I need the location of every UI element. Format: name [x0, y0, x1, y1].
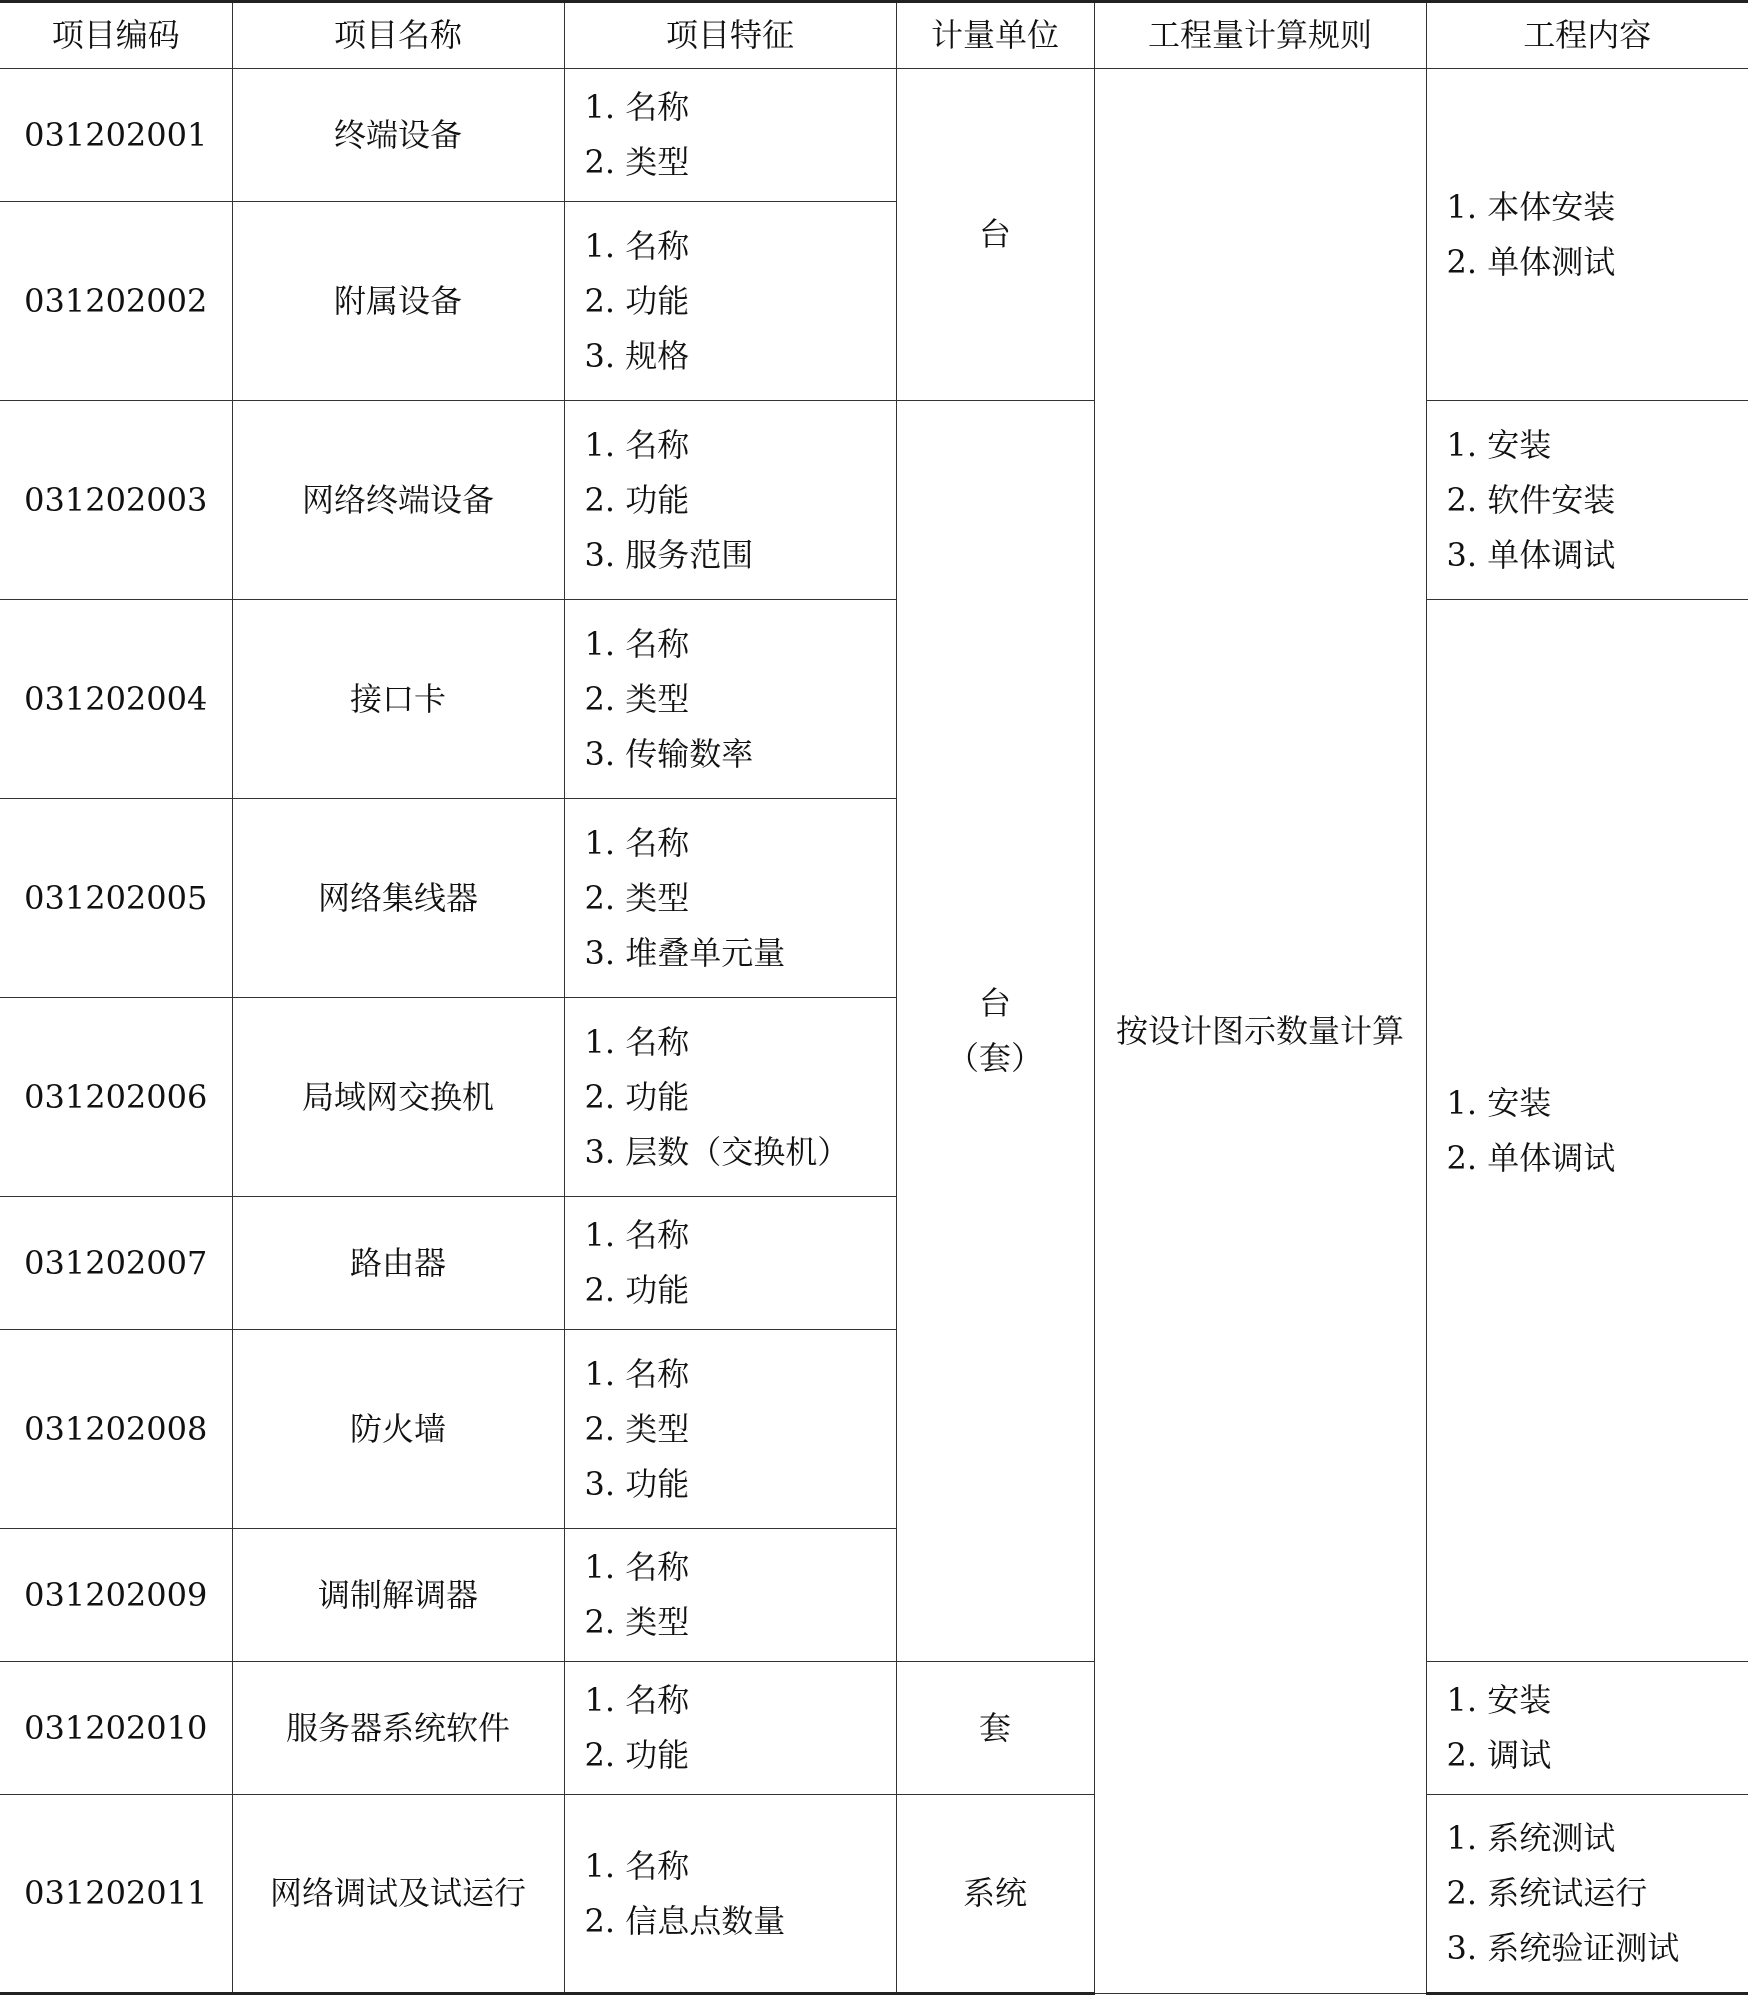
unit-cell — [896, 401, 1094, 1662]
item-code: 031202003 — [0, 401, 232, 600]
feature-item: 1. 名称 — [584, 1681, 690, 1719]
rule-text: 按设计图示数量计算 — [1115, 1012, 1404, 1050]
unit-cell — [896, 1795, 1094, 1994]
table-row — [0, 600, 1748, 799]
item-name: 网络调试及试运行 — [232, 1795, 564, 1994]
item-name: 服务器系统软件 — [232, 1662, 564, 1795]
item-code: 031202006 — [0, 998, 232, 1197]
feature-item: 1. 名称 — [584, 1548, 690, 1586]
item-features — [564, 401, 896, 600]
content-item: 2. 系统试运行 — [1446, 1874, 1648, 1912]
feature-item: 1. 名称 — [584, 88, 690, 126]
feature-item: 2. 类型 — [584, 1603, 690, 1641]
table-row — [0, 401, 1748, 600]
item-code: 031202004 — [0, 600, 232, 799]
feature-item: 3. 堆叠单元量 — [584, 933, 786, 972]
item-code: 031202008 — [0, 1330, 232, 1529]
feature-item: 3. 规格 — [584, 336, 690, 375]
unit-text: 台 — [978, 984, 1011, 1022]
content-item: 2. 调试 — [1446, 1736, 1552, 1774]
item-name: 路由器 — [232, 1197, 564, 1330]
table-row — [0, 1662, 1748, 1795]
feature-item: 1. 名称 — [584, 1846, 690, 1885]
content-item: 3. 系统验证测试 — [1446, 1929, 1680, 1967]
header-code: 项目编码 — [0, 2, 232, 69]
feature-item: 3. 传输数率 — [584, 734, 754, 773]
unit-text: 台 — [978, 215, 1011, 253]
item-name: 网络终端设备 — [232, 401, 564, 600]
feature-item: 2. 功能 — [584, 1736, 690, 1774]
item-features — [564, 799, 896, 998]
feature-item: 1. 名称 — [584, 823, 690, 862]
item-code: 031202010 — [0, 1662, 232, 1795]
feature-item: 2. 类型 — [584, 143, 690, 181]
content-item: 1. 系统测试 — [1446, 1819, 1616, 1857]
feature-item: 2. 类型 — [584, 878, 690, 917]
table-row — [0, 69, 1748, 202]
feature-item: 2. 功能 — [584, 1271, 690, 1309]
item-features — [564, 1529, 896, 1662]
table-row — [0, 1795, 1748, 1994]
unit-text: 系统 — [962, 1874, 1027, 1912]
item-features — [564, 202, 896, 401]
header-features: 项目特征 — [564, 2, 896, 69]
feature-item: 2. 类型 — [584, 1409, 690, 1448]
content-item: 1. 安装 — [1446, 1083, 1552, 1122]
feature-item: 1. 名称 — [584, 226, 690, 265]
item-features — [564, 998, 896, 1197]
item-features — [564, 69, 896, 202]
feature-item: 2. 信息点数量 — [584, 1901, 786, 1940]
unit-cell — [896, 1662, 1094, 1795]
item-name: 防火墙 — [232, 1330, 564, 1529]
item-features — [564, 600, 896, 799]
header-rule: 工程量计算规则 — [1094, 2, 1426, 69]
content-cell — [1426, 1662, 1748, 1795]
content-item: 2. 单体调试 — [1446, 1138, 1616, 1177]
header-content: 工程内容 — [1426, 2, 1748, 69]
item-code: 031202005 — [0, 799, 232, 998]
feature-item: 3. 层数（交换机） — [584, 1132, 850, 1171]
feature-item: 3. 功能 — [584, 1464, 690, 1503]
content-cell — [1426, 1795, 1748, 1994]
feature-item: 2. 功能 — [584, 480, 690, 519]
item-code: 031202007 — [0, 1197, 232, 1330]
feature-item: 2. 类型 — [584, 679, 690, 718]
header-name: 项目名称 — [232, 2, 564, 69]
item-code: 031202002 — [0, 202, 232, 401]
item-name: 终端设备 — [232, 69, 564, 202]
content-item: 2. 单体测试 — [1446, 242, 1616, 281]
feature-item: 1. 名称 — [584, 1216, 690, 1254]
content-cell — [1426, 69, 1748, 401]
header-unit: 计量单位 — [896, 2, 1094, 69]
content-item: 2. 软件安装 — [1446, 480, 1616, 519]
unit-text: （套） — [946, 1039, 1043, 1077]
content-item: 3. 单体调试 — [1446, 535, 1616, 574]
item-code: 031202009 — [0, 1529, 232, 1662]
item-name: 附属设备 — [232, 202, 564, 401]
item-name: 网络集线器 — [232, 799, 564, 998]
item-features — [564, 1662, 896, 1795]
feature-item: 1. 名称 — [584, 1354, 690, 1393]
content-item: 1. 安装 — [1446, 1681, 1552, 1719]
unit-text: 套 — [978, 1708, 1011, 1747]
item-features — [564, 1197, 896, 1330]
feature-item: 3. 服务范围 — [584, 535, 754, 574]
item-features — [564, 1795, 896, 1994]
feature-item: 1. 名称 — [584, 624, 690, 663]
item-features — [564, 1330, 896, 1529]
item-code: 031202001 — [0, 69, 232, 202]
content-cell — [1426, 600, 1748, 1662]
feature-item: 1. 名称 — [584, 425, 690, 464]
feature-item: 1. 名称 — [584, 1022, 690, 1061]
feature-item: 2. 功能 — [584, 281, 690, 320]
header-row — [0, 2, 1748, 69]
item-name: 调制解调器 — [232, 1529, 564, 1662]
content-item: 1. 本体安装 — [1446, 187, 1616, 226]
item-name: 接口卡 — [232, 600, 564, 799]
content-item: 1. 安装 — [1446, 425, 1552, 464]
content-cell — [1426, 401, 1748, 600]
unit-cell — [896, 69, 1094, 401]
item-name: 局域网交换机 — [232, 998, 564, 1197]
item-code: 031202011 — [0, 1795, 232, 1994]
feature-item: 2. 功能 — [584, 1077, 690, 1116]
rule-cell — [1094, 69, 1426, 1994]
